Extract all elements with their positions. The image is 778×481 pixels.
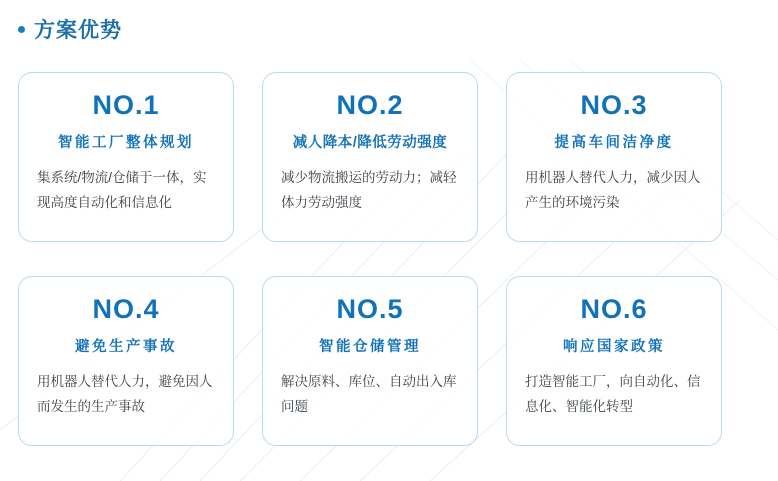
bullet-icon: [18, 26, 25, 33]
card-body-text: 减少物流搬运的劳动力；减轻体力劳动强度: [281, 169, 457, 210]
card-body-text: 打造智能工厂，向自动化、信息化、智能化转型: [525, 373, 701, 414]
page-title-text: 方案优势: [34, 19, 122, 42]
card-number: NO.3: [580, 90, 648, 120]
card-subtitle: 提高车间洁净度: [554, 134, 674, 151]
card-subtitle: 避免生产事故: [75, 338, 177, 355]
card-number: NO.1: [92, 90, 160, 120]
advantage-card-grid: [0, 44, 778, 446]
advantage-card[interactable]: [262, 276, 478, 446]
card-body-text: 解决原料、库位、自动出入库问题: [281, 373, 457, 414]
advantage-card[interactable]: [506, 72, 722, 242]
advantage-card[interactable]: [18, 276, 234, 446]
card-subtitle: 减人降本/降低劳动强度: [292, 134, 448, 151]
page-title: [0, 0, 778, 44]
card-number: NO.4: [92, 294, 160, 324]
card-number: NO.6: [580, 294, 648, 324]
card-body-text: 集系统/物流/仓储于一体，实现高度自动化和信息化: [37, 169, 207, 210]
card-body-text: 用机器人替代人力，减少因人产生的环境污染: [525, 169, 701, 210]
card-subtitle: 智能工厂整体规划: [58, 134, 194, 151]
advantage-card[interactable]: [506, 276, 722, 446]
advantage-card[interactable]: [18, 72, 234, 242]
card-subtitle: 响应国家政策: [563, 338, 665, 355]
card-number: NO.2: [336, 90, 404, 120]
card-number: NO.5: [336, 294, 404, 324]
card-body-text: 用机器人替代人力，避免因人而发生的生产事故: [37, 373, 213, 414]
advantage-card[interactable]: [262, 72, 478, 242]
card-subtitle: 智能仓储管理: [319, 338, 421, 355]
